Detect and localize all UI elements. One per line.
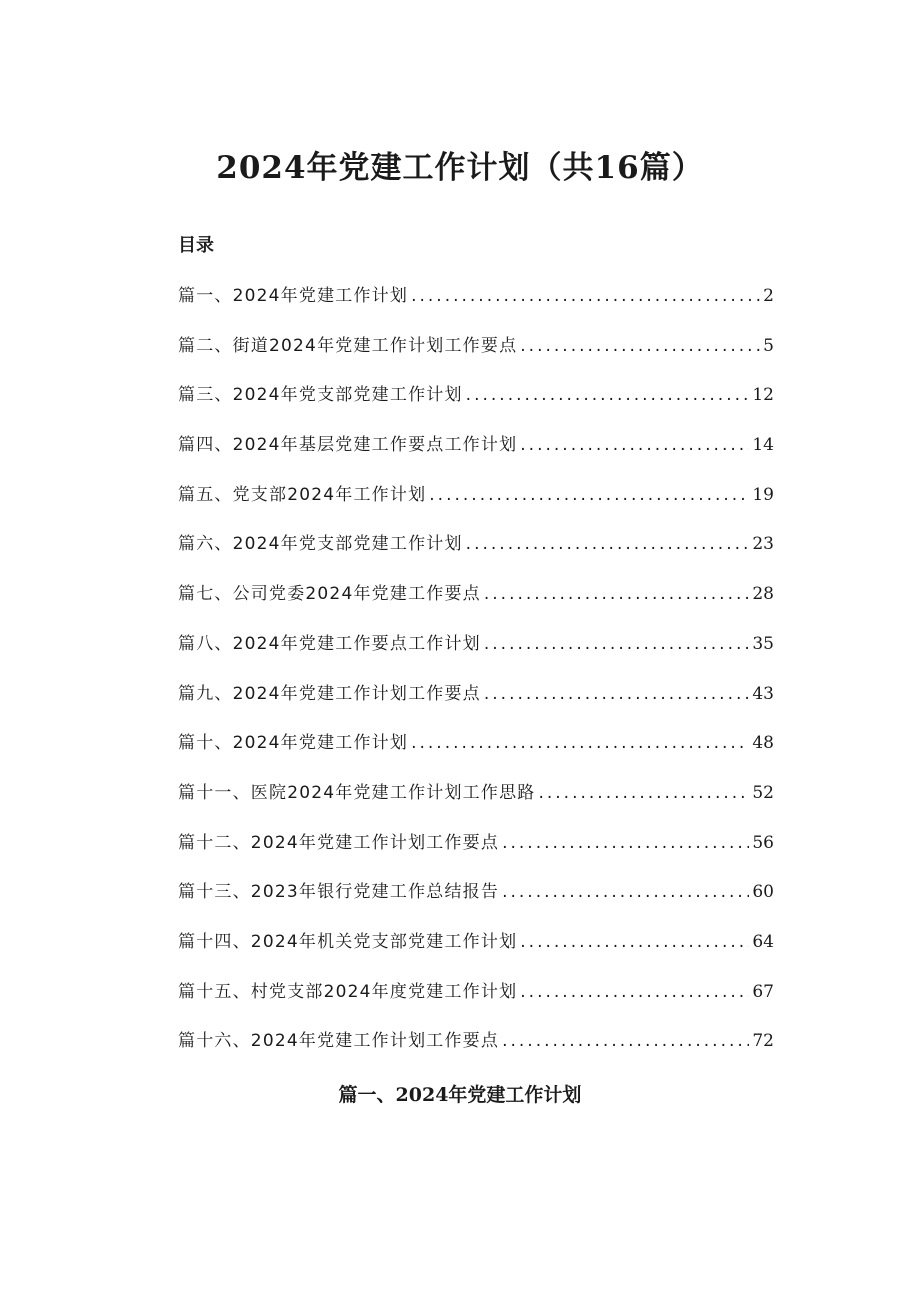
toc-heading: 目录 <box>178 235 214 256</box>
toc-entry-page: 23 <box>752 534 774 555</box>
toc-entry-label: 篇九、2024年党建工作计划工作要点 <box>178 683 481 704</box>
toc-entry[interactable] <box>178 431 774 481</box>
toc-entry-label: 篇十一、医院2024年党建工作计划工作思路 <box>178 782 536 803</box>
toc-entry-label: 篇一、2024年党建工作计划 <box>178 286 409 306</box>
toc-dot-leader <box>411 729 749 757</box>
toc-entry[interactable] <box>178 729 774 779</box>
toc-entry[interactable] <box>178 530 774 580</box>
toc-entry[interactable] <box>178 779 774 829</box>
toc-entry[interactable] <box>178 878 774 928</box>
toc-entry-page: 2 <box>763 286 774 306</box>
toc-entry[interactable] <box>178 1027 774 1077</box>
toc-entry[interactable] <box>178 829 774 879</box>
toc-entry-page: 72 <box>752 1031 774 1052</box>
toc-dot-leader <box>520 431 749 459</box>
section-heading: 篇一、2024年党建工作计划 <box>338 1084 582 1106</box>
toc-entry-page: 43 <box>752 683 774 704</box>
toc-dot-leader <box>502 878 749 906</box>
toc-entry-label: 篇十五、村党支部2024年度党建工作计划 <box>178 981 518 1002</box>
toc-entry-page: 14 <box>752 435 774 456</box>
toc-entry-label: 篇十二、2024年党建工作计划工作要点 <box>178 832 500 853</box>
toc-entry[interactable] <box>178 928 774 978</box>
toc-dot-leader <box>484 680 749 708</box>
toc-entry[interactable] <box>178 680 774 730</box>
toc-dot-leader <box>520 332 760 360</box>
toc-entry-page: 56 <box>752 832 774 853</box>
toc-entry-label: 篇三、2024年党支部党建工作计划 <box>178 385 463 406</box>
toc-entry-label: 篇十三、2023年银行党建工作总结报告 <box>178 882 500 903</box>
toc-entry-label: 篇八、2024年党建工作要点工作计划 <box>178 633 481 654</box>
toc-entry-page: 48 <box>752 733 774 754</box>
toc-entry-page: 28 <box>752 584 774 605</box>
toc-dot-leader <box>520 928 749 956</box>
toc-dot-leader <box>484 580 749 608</box>
toc-entry-page: 5 <box>763 335 774 356</box>
toc-entry-page: 64 <box>752 931 774 952</box>
toc-dot-leader <box>538 779 749 807</box>
toc-entry-page: 19 <box>752 484 774 505</box>
toc-entry-page: 67 <box>752 981 774 1002</box>
toc-entry-page: 52 <box>752 782 774 803</box>
toc-entry[interactable] <box>178 481 774 531</box>
toc-entry[interactable] <box>178 978 774 1028</box>
toc-entry[interactable] <box>178 630 774 680</box>
toc-dot-leader <box>484 630 749 658</box>
toc-entry-label: 篇六、2024年党支部党建工作计划 <box>178 534 463 555</box>
toc-entry-label: 篇十六、2024年党建工作计划工作要点 <box>178 1031 500 1052</box>
toc-dot-leader <box>520 978 749 1006</box>
toc-entry-label: 篇四、2024年基层党建工作要点工作计划 <box>178 435 518 456</box>
toc-dot-leader <box>466 381 750 409</box>
table-of-contents <box>178 282 774 1077</box>
toc-entry[interactable] <box>178 580 774 630</box>
toc-dot-leader <box>466 530 750 558</box>
toc-dot-leader <box>502 829 749 857</box>
toc-entry[interactable] <box>178 381 774 431</box>
toc-entry[interactable] <box>178 332 774 382</box>
toc-entry-label: 篇十、2024年党建工作计划 <box>178 733 409 754</box>
toc-dot-leader <box>429 481 749 509</box>
toc-entry-page: 60 <box>752 882 774 903</box>
toc-entry[interactable] <box>178 282 774 332</box>
document-title: 2024年党建工作计划（共16篇） <box>216 150 704 186</box>
toc-entry-page: 12 <box>752 385 774 406</box>
toc-dot-leader <box>411 282 760 310</box>
toc-entry-label: 篇二、街道2024年党建工作计划工作要点 <box>178 335 518 356</box>
toc-entry-page: 35 <box>752 633 774 654</box>
toc-dot-leader <box>502 1027 749 1055</box>
toc-entry-label: 篇十四、2024年机关党支部党建工作计划 <box>178 931 518 952</box>
toc-entry-label: 篇五、党支部2024年工作计划 <box>178 484 427 505</box>
toc-entry-label: 篇七、公司党委2024年党建工作要点 <box>178 584 481 605</box>
